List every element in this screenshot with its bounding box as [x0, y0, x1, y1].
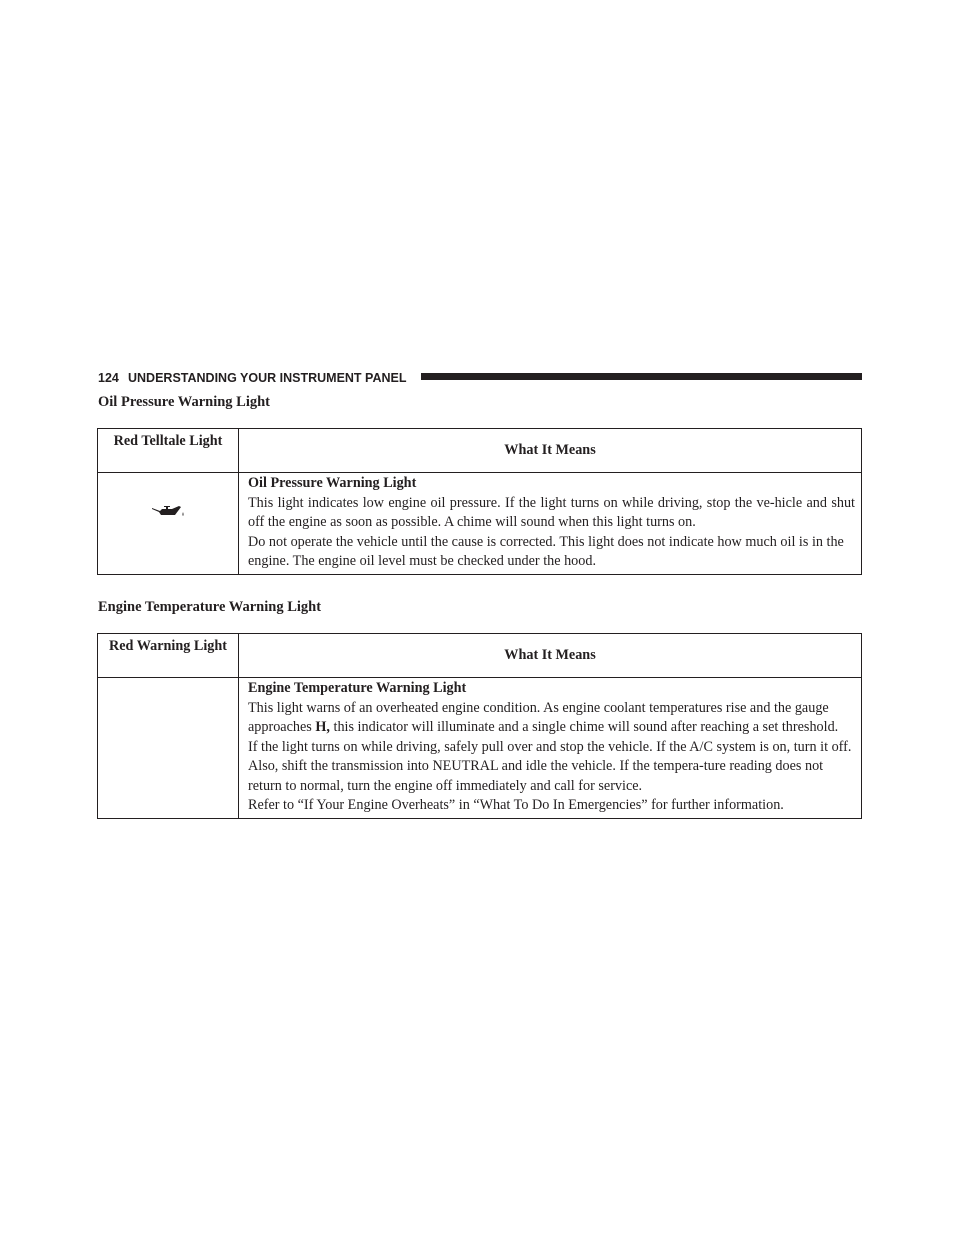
engine-temp-description [239, 678, 862, 819]
engine-temp-table [97, 633, 862, 819]
paragraph: If the light turns on while driving, safely pull over and stop the vehicle. If the A/C system is on, turn it off. Also, shift the transmission into NEUTRAL and idle the vehicle. If the tempera-ture reading does not return to normal, turn the engine off immediately and call for service. [248, 738, 852, 794]
oil-pressure-description [239, 473, 862, 575]
col-header-telltale: Red Telltale Light [98, 429, 239, 473]
paragraph: This light indicates low engine oil pressure. If the light turns on while driving, stop the ve-hicle and shut off the engine as soon as possible. A chime will sound when this light turns on. [248, 494, 855, 530]
paragraph: Refer to “If Your Engine Overheats” in “What To Do In Emergencies” for further information. [248, 797, 784, 813]
entry-title: Oil Pressure Warning Light [248, 475, 417, 491]
oil-pressure-table [97, 428, 862, 575]
entry-title: Engine Temperature Warning Light [248, 680, 467, 696]
col-header-meaning: What It Means [239, 634, 862, 678]
col-header-warning: Red Warning Light [98, 634, 239, 678]
oil-can-icon [148, 499, 188, 521]
paragraph: This light warns of an overheated engine condition. As engine coolant temperatures rise and the gauge approaches H, this indicator will illuminate and a single chime will sound after reaching a set threshold. [248, 699, 839, 735]
chapter-title: UNDERSTANDING YOUR INSTRUMENT PANEL [128, 371, 407, 385]
oil-pressure-icon-cell [98, 473, 239, 575]
engine-temp-section-title: Engine Temperature Warning Light [98, 599, 322, 615]
page-header [98, 370, 862, 386]
header-rule [421, 373, 862, 380]
page-number: 124 [98, 371, 119, 385]
oil-pressure-section-title: Oil Pressure Warning Light [98, 394, 271, 410]
col-header-meaning: What It Means [239, 429, 862, 473]
engine-temp-icon-cell [98, 678, 239, 819]
paragraph: Do not operate the vehicle until the cause is corrected. This light does not indicate how much oil is in the engine. The engine oil level must be checked under the hood. [248, 533, 844, 569]
